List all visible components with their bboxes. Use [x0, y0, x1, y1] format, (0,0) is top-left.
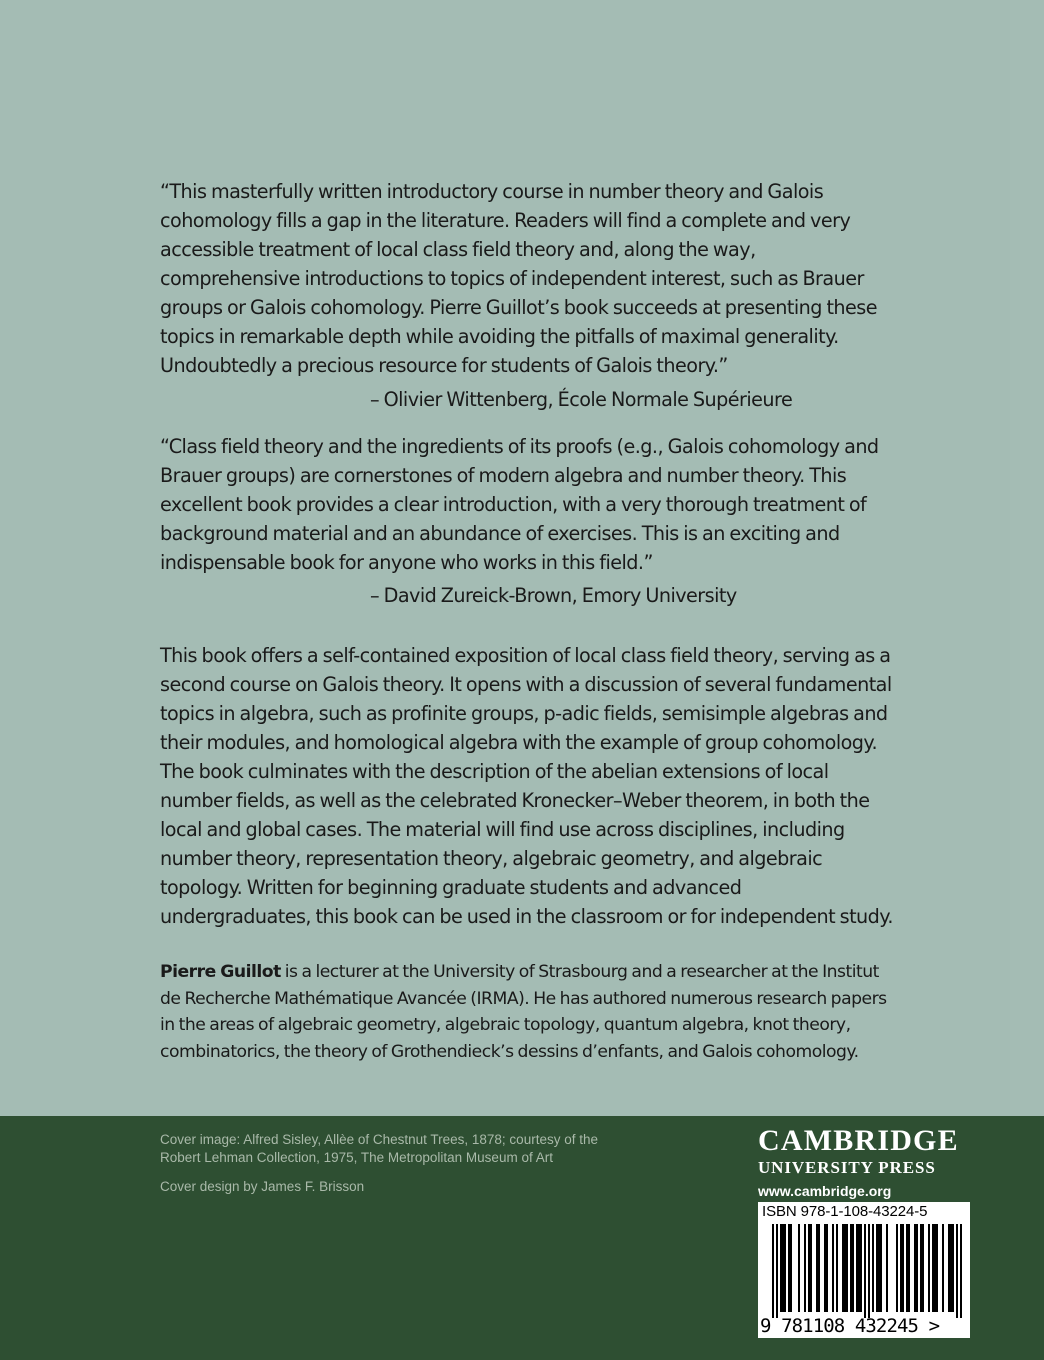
- endorsement-quote-2: [160, 432, 895, 610]
- quote-text: “This masterfully written introductory course in number theory and Galois cohomology fills a gap in the literature. Readers will find a complete and very accessible treatment of local class field theory and, along the way, comprehensive introductions to topics of independent interest, such as Brauer groups or Galois cohomology. Pierre Guillot’s book succeeds at presenting these topics in remarkable depth while avoiding the pitfalls of maximal generality. Undoubtedly a precious resource for students of Galois theory.”: [160, 180, 877, 377]
- barcode-bar: [826, 1224, 828, 1312]
- barcode-bar: [942, 1224, 944, 1312]
- barcode-bar: [896, 1224, 898, 1312]
- cover-design-credit: Cover design by James F. Brisson: [160, 1179, 365, 1194]
- author-bio-text: is a lecturer at the University of Strasbourg and a researcher at the Institut de Recherche Mathématique Avancée (IRMA). He has authored numerous research papers in the areas of algebraic geometry, algebraic topology, quantum algebra, knot theory, combinatorics, the theory of Grothendieck’s dessins d’enfants, and Galois cohomology.: [160, 962, 887, 1062]
- cover-image-credit: Cover image: Alfred Sisley, Allèe of Chestnut Trees, 1878; courtesy of the Robert Lehman Collection, 1975, The Metropolitan Museum of Art: [160, 1132, 598, 1165]
- barcode-bar: [934, 1224, 936, 1312]
- barcode-digits: 9 781108 432245 >: [760, 1315, 940, 1337]
- barcode-bar: [772, 1224, 774, 1318]
- isbn-barcode: [758, 1202, 970, 1338]
- barcode-bar: [922, 1224, 924, 1312]
- barcode-bar: [842, 1224, 844, 1312]
- barcode-bar: [782, 1224, 784, 1312]
- cover-credits: [160, 1131, 620, 1196]
- quote-attribution: – Olivier Wittenberg, École Normale Supérieure: [370, 388, 793, 411]
- barcode-bar: [780, 1224, 782, 1312]
- barcode-bar: [832, 1224, 834, 1312]
- barcode-bar: [948, 1224, 950, 1312]
- barcode-bar: [872, 1224, 874, 1312]
- barcode-bar: [902, 1224, 904, 1312]
- barcode-bar: [860, 1224, 862, 1312]
- publisher-url: www.cambridge.org: [758, 1183, 892, 1199]
- barcode-bar: [798, 1224, 800, 1312]
- barcode-bar: [916, 1224, 918, 1312]
- footer-band: [0, 1116, 1044, 1360]
- barcode-bar: [868, 1224, 870, 1318]
- barcode-bar: [956, 1224, 958, 1318]
- barcode-bar: [906, 1224, 908, 1312]
- barcode-bar: [864, 1224, 866, 1318]
- barcode-bar: [850, 1224, 852, 1312]
- barcode-bar: [960, 1224, 962, 1318]
- quote-text: “Class field theory and the ingredients of its proofs (e.g., Galois cohomology and Brauer groups) are cornerstones of modern algebra and number theory. This excellent book provides a clear introduction, with a very thorough treatment of background material and an abundance of exercises. This is an exciting and indispensable book for anyone who works in this field.”: [160, 435, 879, 574]
- barcode-bar: [950, 1224, 952, 1312]
- barcode-bar: [858, 1224, 860, 1312]
- author-bio: [160, 959, 895, 1065]
- barcode-bar: [936, 1224, 938, 1312]
- barcode-bar: [856, 1224, 858, 1312]
- barcode-bar: [878, 1224, 880, 1312]
- publisher-subtitle: UNIVERSITY PRESS: [758, 1158, 936, 1177]
- barcode-bar: [952, 1224, 954, 1312]
- barcode-bar: [876, 1224, 878, 1312]
- barcode-bar: [880, 1224, 882, 1312]
- barcode-bar: [808, 1224, 810, 1312]
- barcode-bar: [844, 1224, 846, 1312]
- barcode-bar: [928, 1224, 930, 1312]
- barcode-bar: [788, 1224, 790, 1312]
- barcode-bar: [816, 1224, 818, 1312]
- publisher-name: CAMBRIDGE: [758, 1124, 959, 1157]
- barcode-bar: [804, 1224, 806, 1312]
- barcode-bar: [836, 1224, 838, 1312]
- barcode-bar: [886, 1224, 888, 1312]
- endorsement-quote-1: [160, 177, 895, 414]
- barcode-bar: [818, 1224, 820, 1312]
- barcode-bar: [920, 1224, 922, 1312]
- author-name: Pierre Guillot: [160, 962, 281, 982]
- barcode-bar: [914, 1224, 916, 1312]
- author-bio-paragraph: [160, 959, 895, 1065]
- description-text: This book offers a self-contained exposition of local class field theory, serving as a second course on Galois theory. It opens with a discussion of several fundamental topics in algebra, such as profinite groups, p-adic fields, semisimple algebras and their modules, and homological algebra with the example of group cohomology. The book culminates with the description of the abelian extensions of local number fields, as well as the celebrated Kronecker–Weber theorem, in both the local and global cases. The material will find use across disciplines, including number theory, representation theory, algebraic geometry, and algebraic topology. Written for beginning graduate students and advanced undergraduates, this book can be used in the classroom or for independent study.: [160, 644, 893, 928]
- barcode-bar: [824, 1224, 826, 1312]
- quote-attribution: – David Zureick-Brown, Emory University: [370, 584, 737, 607]
- barcode-bars: [772, 1224, 962, 1318]
- barcode-bar: [784, 1224, 786, 1312]
- publisher-logo: [758, 1124, 968, 1202]
- barcode-bar: [810, 1224, 812, 1312]
- barcode-bar: [846, 1224, 848, 1312]
- barcode-bar: [852, 1224, 854, 1312]
- barcode-bar: [932, 1224, 934, 1312]
- book-description: [160, 641, 895, 931]
- barcode-bar: [776, 1224, 778, 1318]
- barcode-bar: [790, 1224, 792, 1312]
- barcode-bar: [900, 1224, 902, 1312]
- isbn-label: ISBN 978-1-108-43224-5: [762, 1203, 928, 1220]
- barcode-bar: [908, 1224, 910, 1312]
